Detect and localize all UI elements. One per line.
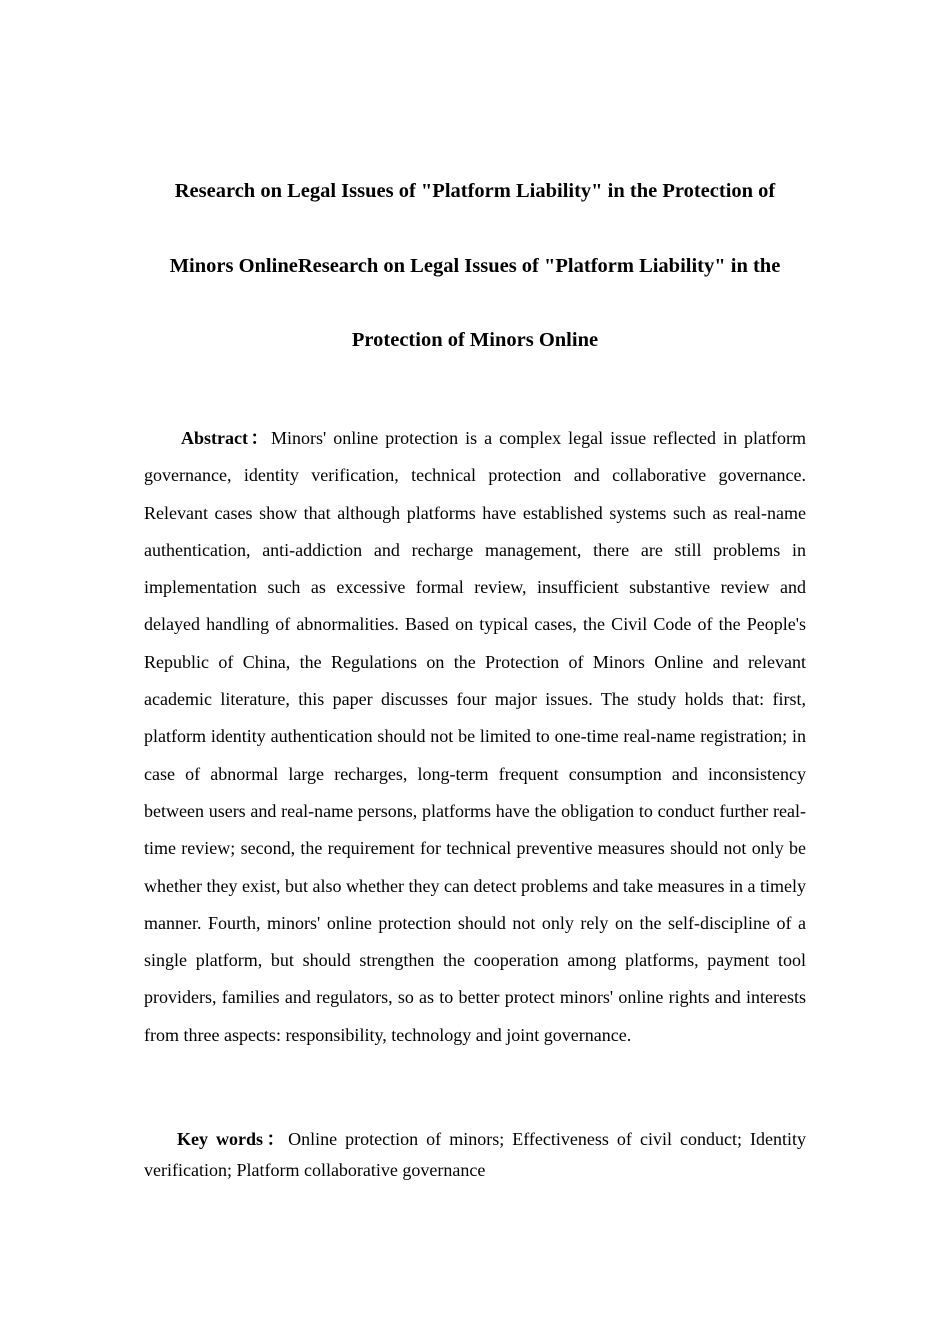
abstract-text: Minors' online protection is a complex legal issue reflected in platform governance, identity verification, technical protection and collaborative governance. Relevant cases show that although platforms have established systems such as real-name authentication, anti-addiction and recharge management, there are still problems in implementation such as excessive formal review, insufficient substantive review and delayed handling of abnormalities. Based on typical cases, the Civil Code of the People's Republic of China, the Regulations on the Protection of Minors Online and relevant academic literature, this paper discusses four major issues. The study holds that: first, platform identity authentication should not be limited to one-time real-name registration; in case of abnormal large recharges, long-term frequent consumption and inconsistency between users and real-name persons, platforms have the obligation to conduct further real-time review; second, the requirement for technical preventive measures should not only be whether they exist, but also whether they can detect problems and take measures in a timely manner. Fourth, minors' online protection should not only rely on the self-discipline of a single platform, but should strengthen the cooperation among platforms, payment tool providers, families and regulators, so as to better protect minors' online rights and interests from three aspects: responsibility, technology and joint governance. xyxy=(144,428,806,1045)
paper-title: Research on Legal Issues of "Platform Liability" in the Protection of Minors OnlineResearch on Legal Issues of "Platform Liability" in the Protection of Minors Online xyxy=(169,180,781,351)
keywords-text: Online protection of minors; Effectiveness of civil conduct; Identity verification; Platform collaborative governance xyxy=(144,1129,806,1180)
abstract-paragraph xyxy=(144,420,806,1054)
abstract-label: Abstract： xyxy=(181,428,271,448)
keywords-label: Key words： xyxy=(177,1129,289,1149)
keywords-paragraph xyxy=(144,1124,806,1186)
